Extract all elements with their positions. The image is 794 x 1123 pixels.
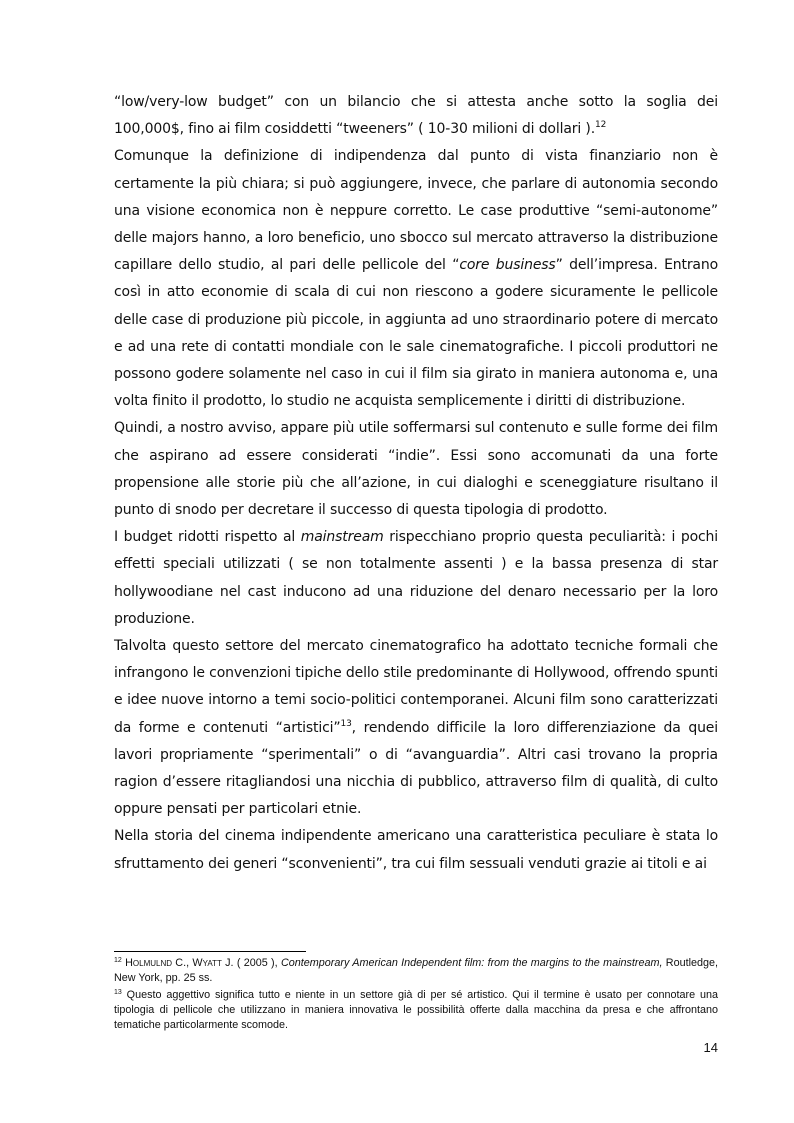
footnote-text: Questo aggettivo significa tutto e niente in un settore già di per sé artistico. Qui il termine è usato per connotare una tipologia di pellicole che utilizzano in maniera innovativa le possibilità offerte dalla macchina da presa e che affrontano tematiche particolarmente scomode.: [114, 988, 718, 1032]
paragraph-text: Talvolta questo settore del mercato cinematografico ha adottato tecniche formali che infrangono le convenzioni tipiche dello stile predominante di Hollywood, offrendo spunti e idee nuove intorno a temi socio-politici contemporanei. Alcuni film sono caratterizzati da forme e contenuti “artistici”: [114, 638, 718, 736]
footnote-text: J. ( 2005 ),: [221, 957, 281, 969]
paragraph-text: , rendendo difficile la loro differenziazione da quei lavori propriamente “sperimentali” o di “avanguardia”. Altri casi trovano la propria ragion d’essere ritagliandosi una nicchia di pubblico, attraverso film di qualità, di culto oppure pensati per particolari etnie.: [114, 719, 718, 818]
paragraph-text: Comunque la definizione di indipendenza dal punto di vista finanziario non è certamente la più chiara; si può aggiungere, invece, che parlare di autonomia secondo una visione economica non è neppure corretto. Le case produttive “semi-autonome” delle majors hanno, a loro beneficio, uno sbocco sul mercato attraverso la distribuzione capillare dello studio, al pari delle pellicole del “: [114, 148, 718, 274]
paragraph-5: [114, 633, 718, 823]
footnote-ref-12[interactable]: 12: [595, 120, 607, 131]
paragraph-2: [114, 143, 718, 415]
paragraph-3: [114, 415, 718, 524]
footnote-number: 12: [114, 957, 122, 964]
footnote-text: Routledge, New York, pp. 25 ss.: [114, 957, 719, 985]
emphasis-text: mainstream: [300, 529, 384, 546]
paragraph-text: “low/very-low budget” con un bilancio che si attesta anche sotto la soglia dei 100,000$, fino ai film cosiddetti “tweeners” ( 10-30 milioni di dollari ).: [114, 94, 718, 138]
paragraph-text: Quindi, a nostro avviso, appare più utile soffermarsi sul contenuto e sulle forme dei film che aspirano ad essere considerati “indie”. Essi sono accomunati da una forte propensione alle storie più che all’azione, in cui dialoghi e sceneggiature risultano il punto di snodo per decretare il successo di questa tipologia di prodotto.: [114, 420, 718, 519]
paragraph-6: [114, 823, 718, 877]
footnote-title: Contemporary American Independent film: from the margins to the mainstream,: [280, 957, 663, 969]
paragraph-text: Nella storia del cinema indipendente americano una caratteristica peculiare è stata lo sfruttamento dei generi “sconvenienti”, tra cui film sessuali venduti grazie ai titoli e ai: [114, 828, 718, 872]
footnote-text: C.,: [172, 957, 193, 969]
footnote-13: [114, 988, 718, 1034]
footnote-number: 13: [114, 988, 122, 996]
footnote-author: Wyatt: [192, 957, 222, 969]
footnote-ref-13[interactable]: 13: [340, 718, 352, 729]
footnote-author: Holmulnd: [125, 957, 173, 969]
footnote-divider: [114, 951, 306, 952]
footnote-12: [114, 956, 718, 987]
body-text: [114, 89, 718, 878]
paragraph-text: rispecchiano proprio questa peculiarità: i pochi effetti speciali utilizzati ( se non totalmente assenti ) e la bassa presenza di star hollywoodiane nel cast inducono ad una riduzione del denaro necessario per la loro produzione.: [114, 529, 718, 627]
paragraph-text: I budget ridotti rispetto al: [114, 529, 301, 546]
page-number: 14: [703, 1040, 718, 1055]
paragraph-text: ” dell’impresa. Entrano così in atto economie di scala di cui non riescono a godere sicuramente le pellicole delle case di produzione più piccole, in aggiunta ad uno straordinario potere di mercato e ad una rete di contatti mondiale con le sale cinematografiche. I piccoli produttori ne possono godere solamente nel caso in cui il film sia girato in maniera autonoma e, una volta finito il prodotto, lo studio ne acquista semplicemente i diritti di distribuzione.: [114, 257, 719, 410]
footnotes: [114, 956, 718, 1034]
paragraph-1: [114, 89, 718, 143]
paragraph-4: [114, 524, 718, 633]
emphasis-text: core business: [459, 257, 556, 274]
